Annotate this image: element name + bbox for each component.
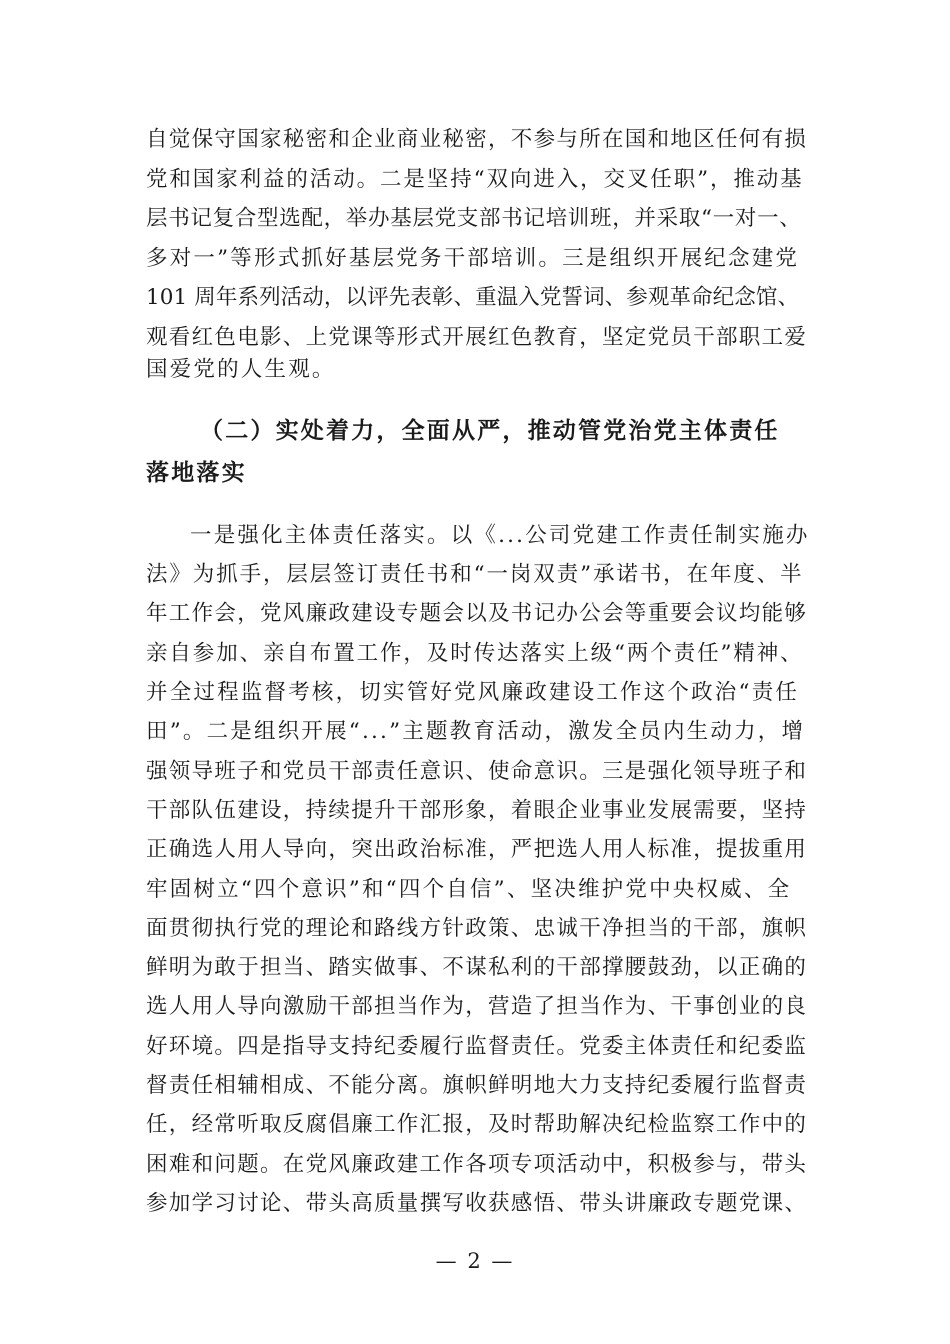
text-line: 101 周年系列活动，以评先表彰、重温入党誓词、参观革命纪念馆、 <box>146 285 800 310</box>
text-line: 鲜明为敢于担当、踏实做事、不谋私利的干部撑腰鼓劲，以正确的 <box>146 955 808 980</box>
text-line: 选人用人导向激励干部担当作为，营造了担当作为、干事创业的良 <box>146 994 808 1019</box>
section-heading-line: 落地落实 <box>146 460 247 486</box>
text-line: 任，经常听取反腐倡廉工作汇报，及时帮助解决纪检监察工作中的 <box>146 1112 808 1137</box>
text-line: 田”。二是组织开展“...”主题教育活动，激发全员内生动力，增 <box>146 719 806 744</box>
text-line: 法》为抓手，层层签订责任书和“一岗双责”承诺书，在年度、半 <box>146 562 804 587</box>
text-line: 困难和问题。在党风廉政建工作各项专项活动中，积极参与，带头 <box>146 1152 808 1177</box>
section-heading-line: （二）实处着力，全面从严，推动管党治党主体责任 <box>200 418 780 444</box>
text-line: 面贯彻执行党的理论和路线方针政策、忠诚干净担当的干部，旗帜 <box>146 916 808 941</box>
text-line: 并全过程监督考核，切实管好党风廉政建设工作这个政治“责任 <box>146 680 800 705</box>
text-line: 多对一”等形式抓好基层党务干部培训。三是组织开展纪念建党 <box>146 246 800 271</box>
text-line: 亲自参加、亲自布置工作，及时传达落实上级“两个责任”精神、 <box>146 641 804 666</box>
text-line: 好环境。四是指导支持纪委履行监督责任。党委主体责任和纪委监 <box>146 1034 808 1059</box>
text-line: 督责任相辅相成、不能分离。旗帜鲜明地大力支持纪委履行监督责 <box>146 1073 808 1098</box>
text-line: 参加学习讨论、带头高质量撰写收获感悟、带头讲廉政专题党课、 <box>146 1191 808 1216</box>
text-line: 层书记复合型选配，举办基层党支部书记培训班，并采取“一对一、 <box>146 206 802 231</box>
text-line: 干部队伍建设，持续提升干部形象，着眼企业事业发展需要，坚持 <box>146 798 808 823</box>
text-line: 强领导班子和党员干部责任意识、使命意识。三是强化领导班子和 <box>146 759 808 784</box>
text-line: 正确选人用人导向，突出政治标准，严把选人用人标准，提拔重用 <box>146 837 808 862</box>
text-line: 自觉保守国家秘密和企业商业秘密，不参与所在国和地区任何有损 <box>146 127 808 152</box>
text-line: 国爱党的人生观。 <box>146 357 336 382</box>
text-line: 观看红色电影、上党课等形式开展红色教育，坚定党员干部职工爱 <box>146 325 808 350</box>
text-line: 党和国家利益的活动。二是坚持“双向进入，交叉任职”，推动基 <box>146 167 804 192</box>
page-number: — 2 — <box>435 1249 515 1273</box>
text-line: 年工作会，党风廉政建设专题会以及书记办公会等重要会议均能够 <box>146 601 808 626</box>
text-line: 牢固树立“四个意识”和“四个自信”、坚决维护党中央权威、全 <box>146 877 792 902</box>
text-line: 一是强化主体责任落实。以《...公司党建工作责任制实施办 <box>190 523 810 548</box>
